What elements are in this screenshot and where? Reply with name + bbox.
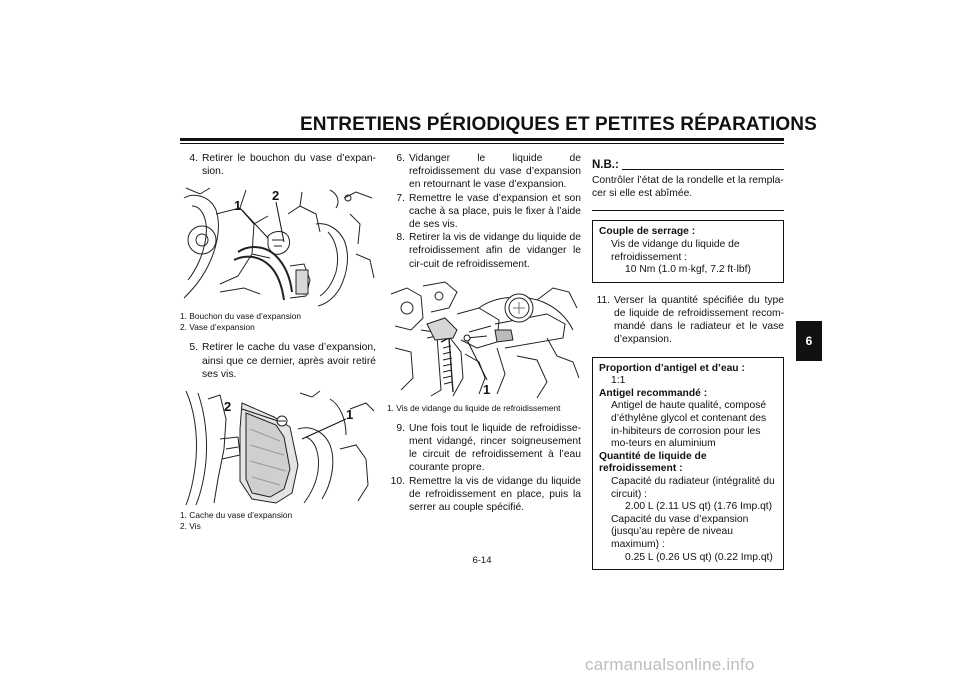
column-left	[180, 152, 376, 532]
header-rule-thin	[180, 143, 784, 144]
note-end-rule	[592, 210, 784, 211]
column-right	[592, 158, 784, 570]
step-8	[387, 231, 581, 271]
step-text: Retirer le bouchon du vase d’expan-sion.	[202, 153, 376, 178]
figure-caption-2: 2. Vase d’expansion	[180, 322, 255, 333]
note-text: Contrôler l’état de la rondelle et la rempla-cer si elle est abîmée.	[592, 175, 784, 200]
watermark: carmanualsonline.info	[585, 655, 755, 674]
step-number: 4.	[189, 153, 198, 164]
reservoir-capacity-label: Capacité du vase d’expansion (jusqu’au repère de niveau maximum) :	[611, 513, 749, 550]
step-text: Remettre la vis de vidange du liquide de refroidissement en place, puis la serrer au couple spécifié.	[409, 475, 581, 514]
coolant-spec-box	[592, 357, 784, 571]
figure-caption-2: 2. Vis	[180, 521, 201, 532]
step-number: 9.	[396, 422, 405, 434]
callout-1: 1	[346, 407, 354, 423]
note-rule	[622, 169, 784, 170]
step-4	[180, 152, 376, 178]
engine-illustration-3	[387, 278, 581, 400]
step-9	[387, 422, 581, 475]
step-number: 11.	[596, 294, 610, 306]
step-6	[387, 152, 581, 192]
callout-2: 2	[224, 399, 232, 415]
antifreeze-value: Antigel de haute qualité, composé d’éthylène glycol et contenant des in-hibiteurs de corrosion pour les mo-teurs en aluminium	[611, 400, 767, 450]
figure-expansion-tank-cap	[180, 184, 376, 308]
figure-expansion-tank-cover	[180, 389, 376, 507]
callout-1: 1	[483, 381, 491, 397]
torque-title: Couple de serrage :	[599, 226, 696, 238]
header-rule	[180, 138, 784, 141]
engine-illustration-1	[180, 184, 376, 308]
drain-bolt-icon	[464, 335, 470, 341]
step-5	[180, 341, 376, 381]
engine-illustration-2	[180, 389, 376, 507]
step-text: Retirer le cache du vase d’expansion, ainsi que ce dernier, après avoir retiré ses vis.	[202, 342, 376, 380]
figure-caption-1: 1. Bouchon du vase d’expansion	[180, 311, 302, 322]
note-heading	[592, 158, 784, 172]
note-label: N.B.:	[592, 158, 619, 171]
page-number: 6-14	[472, 555, 492, 566]
chapter-tab: 6	[796, 321, 822, 361]
figure-drain-bolt	[387, 278, 581, 400]
step-number: 8.	[396, 232, 405, 244]
ratio-value: 1:1	[611, 375, 626, 387]
step-11	[592, 294, 784, 347]
radiator-capacity-label: Capacité du radiateur (intégralité du circuit) :	[611, 475, 775, 500]
step-number: 7.	[396, 192, 405, 204]
step-text: Verser la quantité spécifiée du type de liquide de refroidissement recom-mandé dans le radiateur et le vase d’expansion.	[614, 294, 784, 346]
step-text: Retirer la vis de vidange du liquide de refroidissement afin de vidanger le cir-cuit de refroidissement.	[409, 232, 581, 270]
step-text: Vidanger le liquide de refroidissement du vase d’expansion en retournant le vase d’expansion.	[409, 153, 581, 191]
callout-2: 2	[272, 188, 280, 204]
page-title: ENTRETIENS PÉRIODIQUES ET PETITES RÉPARATIONS	[300, 114, 817, 135]
torque-value: 10 Nm (1.0 m·kgf, 7.2 ft·lbf)	[625, 264, 751, 276]
torque-spec-box	[592, 220, 784, 282]
figure-caption-1: 1. Cache du vase d’expansion	[180, 510, 293, 521]
step-text: Une fois tout le liquide de refroidisse-ment vidangé, rincer soigneusement le circuit de refroidissement à l’eau courante propre.	[409, 422, 581, 474]
step-number: 6.	[396, 153, 405, 164]
step-text: Remettre le vase d’expansion et son cache à sa place, puis le fixer à l’aide de ses vis.	[409, 192, 581, 231]
torque-item: Vis de vidange du liquide de refroidissement :	[611, 239, 740, 263]
callout-1: 1	[234, 198, 242, 214]
step-10	[387, 475, 581, 515]
step-number: 5.	[189, 342, 198, 354]
reservoir-capacity-value: 0.25 L (0.26 US qt) (0.22 Imp.qt)	[625, 551, 773, 563]
step-7	[387, 192, 581, 232]
column-middle	[387, 152, 581, 514]
radiator-capacity-value: 2.00 L (2.11 US qt) (1.76 Imp.qt)	[625, 501, 773, 513]
antifreeze-title: Antigel recommandé :	[599, 387, 708, 399]
figure-caption-1: 1. Vis de vidange du liquide de refroidissement	[387, 402, 561, 413]
step-number: 10.	[390, 475, 405, 487]
quantity-title: Quantité de liquide de refroidissement :	[599, 450, 707, 475]
ratio-title: Proportion d’antigel et d’eau :	[599, 362, 745, 374]
